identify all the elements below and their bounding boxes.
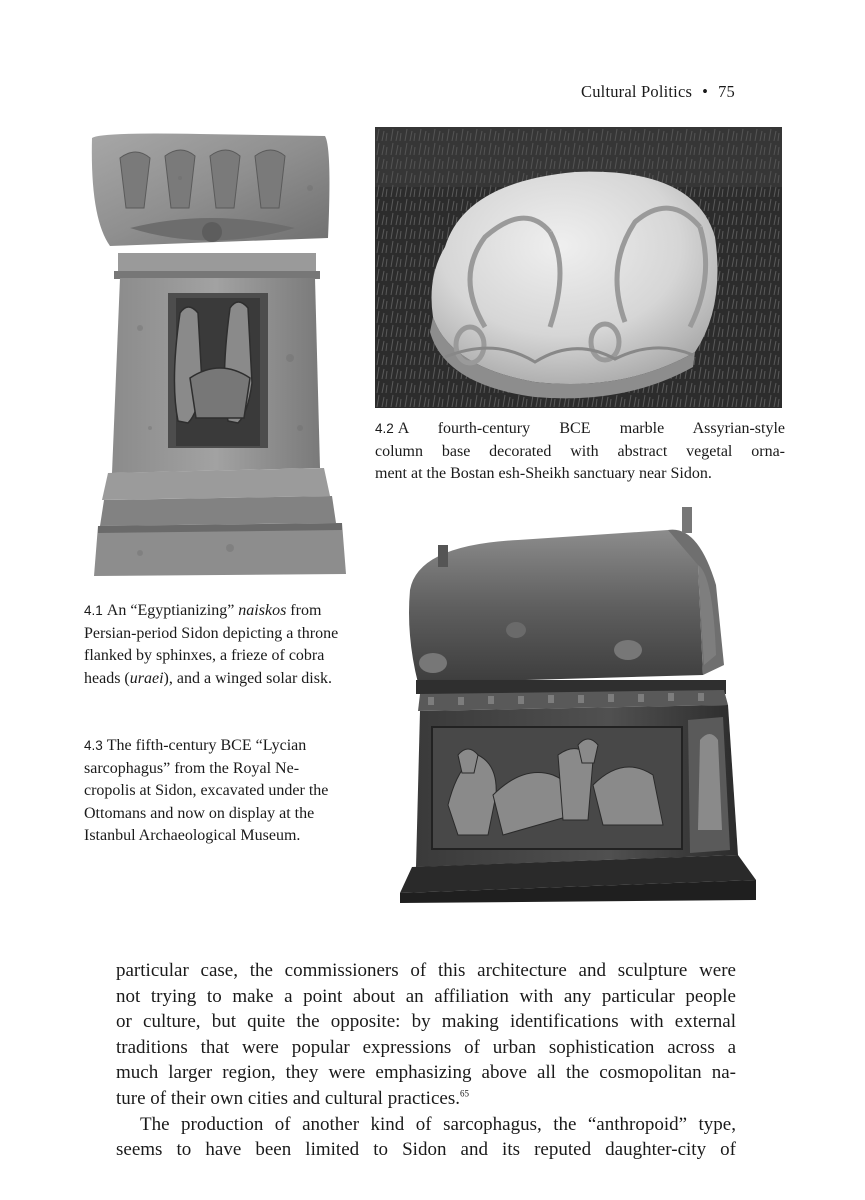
footnote-ref[interactable]: 65 (459, 1088, 469, 1099)
running-title: Cultural Politics (581, 82, 693, 101)
body-line: seems to have been limited to Sidon and its reputed daughter-city of (116, 1139, 736, 1161)
figure-4-1-caption-line: flanked by sphinxes, a frieze of cobra (84, 647, 325, 664)
figure-4-3-caption-line: The fifth-century BCE “Lycian (106, 737, 307, 754)
body-text (116, 958, 736, 1163)
figure-4-1-caption-line: Persian-period Sidon depicting a throne (84, 624, 339, 642)
page-number: 75 (718, 82, 735, 101)
figure-4-3-caption-line: sarcophagus” from the Royal Ne- (84, 759, 300, 777)
figure-4-2-caption-line: ment at the Bostan esh-Sheikh sanctuary near Sidon. (375, 465, 712, 482)
figure-4-2-caption-line: column base decorated with abstract vegetal orna- (375, 442, 785, 460)
body-line: traditions that were popular expressions of urban sophistication across a (116, 1036, 736, 1058)
body-line: The production of another kind of sarcophagus, the “anthropoid” type, (140, 1113, 736, 1135)
running-head (581, 82, 735, 102)
paragraph-2 (116, 1112, 736, 1163)
figure-4-2-column-base-image (375, 127, 782, 408)
figure-4-3-caption-line: Ottomans and now on display at the (84, 804, 315, 822)
body-line: much larger region, they were emphasizing above all the cosmopolitan na- (116, 1062, 736, 1084)
figure-4-1-caption: 4.1 An “Egyptianizing” naiskos from Persian-period Sidon depicting a throne flanked by sphinxes, a frieze of cobra heads (uraei), and a winged solar disk. (84, 600, 384, 690)
figure-4-3-caption-line: cropolis at Sidon, excavated under the (84, 782, 329, 799)
running-head-bullet: • (702, 82, 709, 101)
figure-4-3-caption (84, 735, 374, 848)
body-line: not trying to make a point about an affiliation with any particular people (116, 985, 736, 1007)
figure-4-1-number: 4.1 (84, 603, 103, 618)
figure-4-2-number: 4.2 (375, 421, 394, 436)
figure-4-2-caption-line: A fourth-century BCE marble Assyrian-style (397, 420, 785, 437)
figure-4-3-sarcophagus-image (398, 505, 760, 905)
figure-4-2-caption (375, 418, 785, 486)
body-line: ture of their own cities and cultural practices. (116, 1087, 460, 1109)
body-line: particular case, the commissioners of this architecture and sculpture were (116, 960, 736, 981)
figure-4-1-naiskos-image (80, 128, 348, 578)
body-line: or culture, but quite the opposite: by making identifications with external (116, 1011, 736, 1033)
paragraph-1 (116, 958, 736, 1112)
figure-4-3-caption-line: Istanbul Archaeological Museum. (84, 827, 301, 844)
figure-4-3-number: 4.3 (84, 738, 103, 753)
